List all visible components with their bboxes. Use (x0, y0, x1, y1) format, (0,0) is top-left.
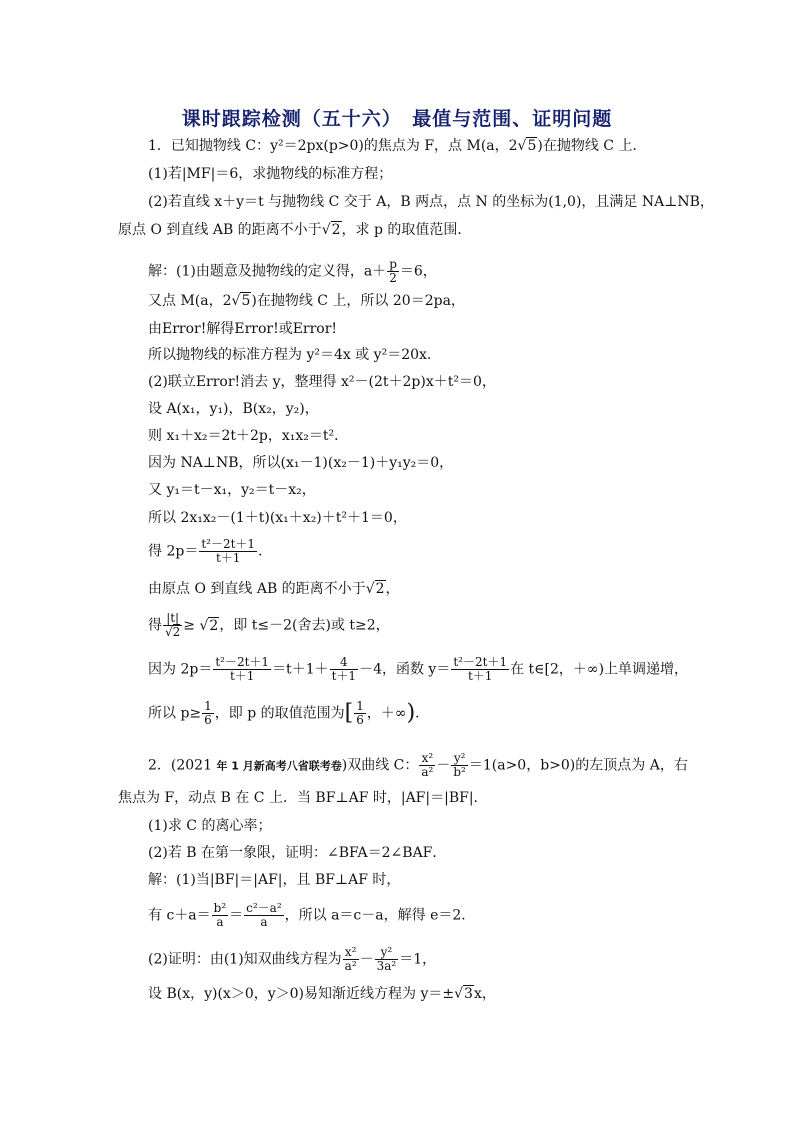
fraction (213, 656, 271, 683)
solution1-line8: 因为 NA⊥NB，所以(x₁－1)(x₂－1)＋y₁y₂＝0， (148, 455, 454, 471)
page-title: 课时跟踪检测（五十六） 最值与范围、证明问题 (181, 108, 613, 130)
radicand: 2 (172, 625, 181, 639)
numerator: 1 (204, 699, 212, 713)
denominator: t＋1 (215, 551, 241, 565)
text: 所以 p≥ (148, 705, 202, 722)
text: － (359, 951, 374, 968)
fraction (343, 946, 359, 973)
fraction (451, 656, 509, 683)
solution2-line4 (148, 985, 496, 1003)
text: 设 B(x，y)(x＞0，y＞0)易知渐近线方程为 y＝± (148, 986, 455, 1002)
text: ． (258, 543, 273, 560)
problem1-stem (148, 137, 646, 155)
text: 得 2p＝ (148, 543, 199, 560)
numerator: t²－2t＋1 (201, 537, 256, 551)
problem2-q1: (1)求 C 的离心率； (148, 818, 272, 834)
text: ＝1(a>0，b>0)的左顶点为 A，右 (468, 757, 688, 774)
radicand: 2 (331, 222, 341, 238)
text: )在抛物线 C 上，所以 20＝2pa， (251, 293, 465, 309)
denominator: 3a² (376, 959, 397, 973)
solution1-line1 (148, 258, 437, 285)
text: ，即 p 的取值范围为 (214, 705, 345, 722)
numerator: 4 (330, 656, 358, 670)
denominator: 6 (356, 713, 364, 727)
denominator: √2 (165, 625, 181, 639)
text: ，求 p 的取值范围． (341, 222, 472, 238)
problem1-stem-text-b: )在抛物线 C 上． (537, 138, 647, 154)
numerator: t²－2t＋1 (453, 655, 508, 669)
solution1-line3: 由Error!解得Error!或Error! (148, 321, 338, 337)
text: x， (473, 986, 496, 1002)
fraction (387, 258, 399, 285)
solution1-line11 (148, 538, 272, 565)
denominator: 6 (204, 713, 212, 727)
sqrt-symbol: √2 (365, 581, 385, 597)
fraction (354, 700, 366, 727)
radicand: 2 (209, 617, 219, 634)
problem1-q2-line2 (118, 221, 471, 239)
fraction (419, 752, 435, 779)
sqrt-symbol: √5 (231, 293, 251, 309)
fraction (212, 902, 229, 929)
numerator: b² (213, 901, 227, 915)
fraction (451, 752, 468, 779)
right-bracket: ) (406, 700, 416, 726)
fraction (163, 612, 182, 639)
problem1-stem-text-a: 1．已知抛物线 C：y²＝2px(p>0)的焦点为 F，点 M(a，2 (148, 138, 518, 154)
problem1-q1: (1)若|MF|＝6，求抛物线的标准方程； (148, 166, 393, 182)
text: ，＋∞ (366, 705, 407, 722)
numerator: 1 (356, 699, 364, 713)
text: ＝1， (399, 951, 437, 968)
denominator: b² (453, 765, 466, 779)
sqrt-symbol: √5 (517, 138, 537, 154)
text: 因为 2p＝ (148, 661, 213, 678)
sqrt-symbol: √3 (454, 986, 473, 1002)
solution1-line4: 所以抛物线的标准方程为 y²＝4x 或 y²＝20x． (148, 347, 441, 363)
denominator: t＋1 (331, 669, 357, 683)
problem2-q2: (2)若 B 在第一象限，证明：∠BFA＝2∠BAF． (148, 845, 447, 861)
text: 又点 M(a，2 (148, 293, 232, 309)
radicand: 3 (464, 986, 473, 1002)
solution1-line6: 设 A(x₁，y₁)，B(x₂，y₂)， (148, 401, 319, 417)
text: 解：(1)由题意及抛物线的定义得，a＋ (148, 263, 387, 280)
fraction (244, 902, 284, 929)
sqrt-symbol: √2 (199, 617, 219, 634)
fraction (330, 656, 358, 683)
numerator: y² (451, 752, 468, 766)
solution1-line13 (148, 612, 390, 639)
fraction (202, 700, 214, 727)
text: －4，函数 y＝ (359, 661, 451, 678)
denominator: 2 (389, 271, 397, 285)
problem2-stem-line2: 焦点为 F，动点 B 在 C 上．当 BF⊥AF 时，|AF|＝|BF|． (118, 790, 488, 806)
text: 在 t∈[2，＋∞)上单调递增， (510, 661, 689, 678)
numerator: c²－a² (246, 901, 282, 915)
problem1-q2-line1: (2)若直线 x＋y＝t 与抛物线 C 交于 A，B 两点，点 N 的坐标为(1,0)，且满足 NA⊥NB， (148, 194, 714, 210)
numerator: y² (375, 946, 399, 960)
solution2-line2 (148, 902, 475, 929)
denominator: a² (421, 765, 434, 779)
radicand: 2 (375, 581, 385, 597)
text: (2)证明：由(1)知双曲线方程为 (148, 951, 342, 968)
solution2-line1: 解：(1)当|BF|＝|AF|，且 BF⊥AF 时， (148, 872, 401, 888)
solution1-line9: 又 y₁＝t－x₁，y₂＝t－x₂， (148, 482, 316, 498)
numerator: x² (343, 946, 359, 960)
text: ． (415, 705, 430, 722)
text: 由原点 O 到直线 AB 的距离不小于 (148, 581, 366, 597)
denominator: a (216, 915, 224, 929)
solution1-line2 (148, 292, 465, 310)
numerator: p (389, 257, 397, 271)
text: ，所以 a＝c－a，解得 e＝2． (284, 907, 476, 924)
text: 2．(2021 (148, 757, 217, 774)
left-bracket: [ (344, 700, 354, 726)
text: ＝6， (399, 263, 437, 280)
sqrt-symbol: √2 (321, 222, 341, 238)
solution1-line14 (148, 656, 688, 683)
text: 有 c＋a＝ (148, 907, 211, 924)
denominator: t＋1 (229, 669, 255, 683)
text: ＝t＋1＋ (272, 661, 329, 678)
radicand: 5 (527, 138, 537, 154)
fraction (375, 946, 399, 973)
solution1-line12 (148, 580, 400, 598)
text: ≥ (183, 617, 200, 634)
denominator: a (260, 915, 268, 929)
radicand: 5 (241, 293, 251, 309)
source-note: 年 1 月新高考八省联考卷 (216, 759, 342, 773)
text: － (436, 757, 451, 774)
denominator: a² (344, 959, 357, 973)
solution1-line10: 所以 2x₁x₂－(1＋t)(x₁＋x₂)＋t²＋1＝0， (148, 510, 407, 526)
text: 得 (148, 617, 162, 634)
numerator: x² (419, 752, 435, 766)
problem2-stem (148, 752, 688, 779)
numerator: |t| (163, 612, 182, 626)
text: )双曲线 C： (341, 757, 419, 774)
solution2-line3 (148, 946, 436, 973)
solution1-line5: (2)联立Error!消去 y，整理得 x²－(2t＋2p)x＋t²＝0， (148, 374, 496, 390)
fraction (199, 538, 257, 565)
solution1-line7: 则 x₁＋x₂＝2t＋2p，x₁x₂＝t²． (148, 428, 349, 444)
text: ， (385, 581, 400, 597)
numerator: t²－2t＋1 (215, 655, 270, 669)
denominator: t＋1 (467, 669, 493, 683)
text: ＝ (229, 907, 244, 924)
solution1-line15 (148, 700, 429, 727)
text: ，即 t≤－2(舍去)或 t≥2， (219, 617, 390, 634)
text: 原点 O 到直线 AB 的距离不小于 (118, 222, 322, 238)
